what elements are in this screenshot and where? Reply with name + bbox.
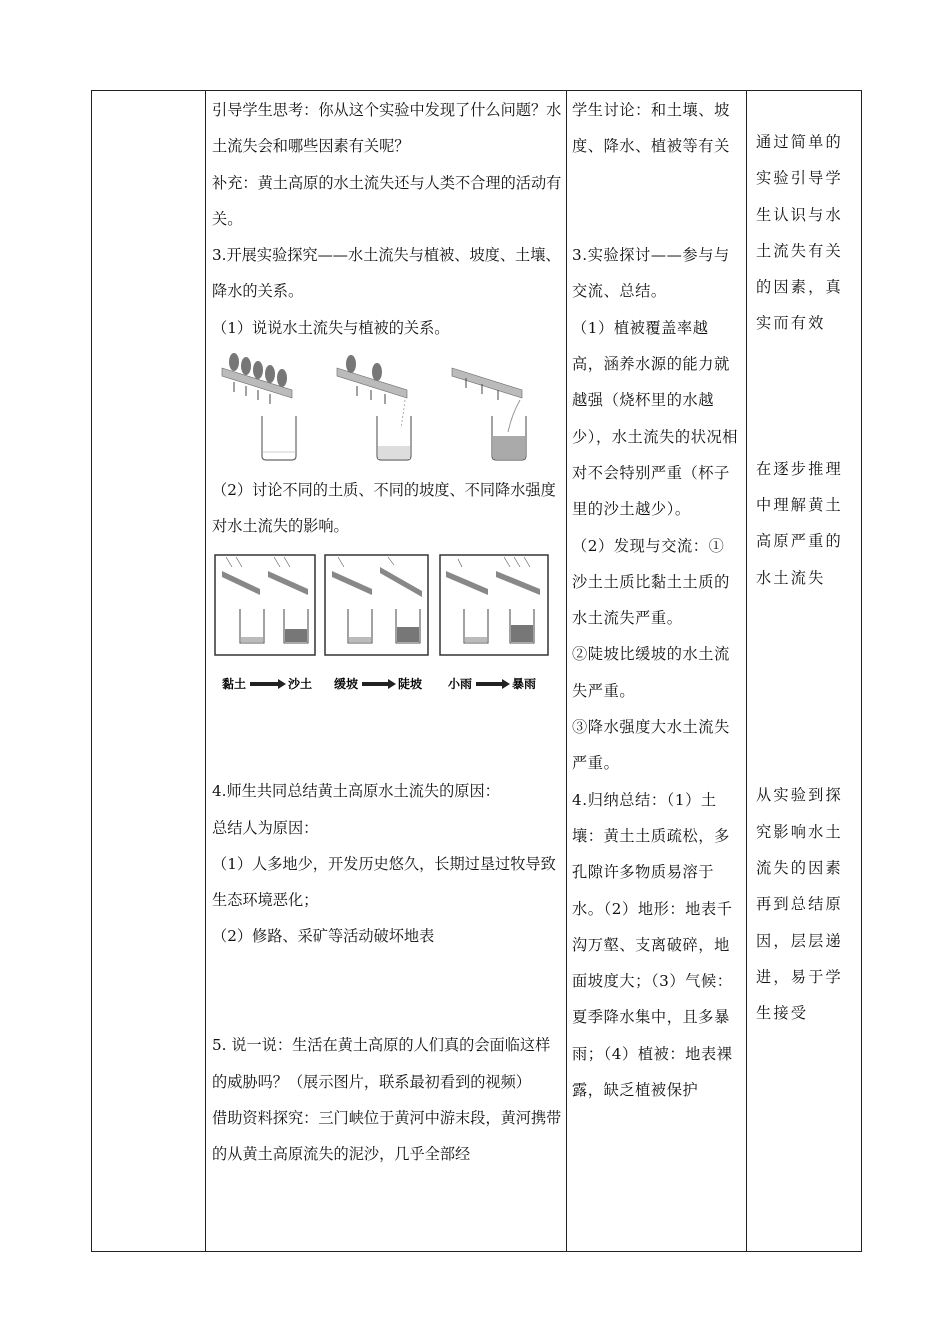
finding-vegetation: （1）植被覆盖率越高，涵养水源的能力就越强（烧杯里的水越少），水土流失的状况相对不会特别严重（杯子里的沙土越少）。: [572, 318, 739, 519]
finding-soil: （2）发现与交流：①沙土土质比黏土土质的水土流失严重。: [572, 536, 730, 628]
soil-slope-rain-experiment-figure: [212, 551, 557, 701]
table-column-divider: [566, 90, 567, 1252]
teacher-prompt: 引导学生思考：你从这个实验中发现了什么问题？水土流失会和哪些因素有关呢？: [212, 101, 562, 156]
label-light-rain: 小雨: [448, 676, 473, 691]
design-intent-cell: [756, 124, 856, 1031]
intent-1: 通过简单的实验引导学生认识与水土流失有关的因素，真实而有效: [756, 133, 843, 333]
arrow-right-icon: [362, 679, 396, 689]
discussion-prompt: 5. 说一说：生活在黄土高原的人们真的会面临这样的威胁吗？（展示图片，联系最初看到的视频）: [212, 1036, 551, 1091]
finding-slope: ②陡坡比缓坡的水土流失严重。: [572, 645, 730, 700]
material-inquiry: 借助资料探究：三门峡位于黄河中游末段，黄河携带的从黄土高原流失的泥沙，几乎全部经: [212, 1108, 562, 1164]
question-soil-slope-rain: （2）讨论不同的土质、不同的坡度、不同降水强度对水土流失的影响。: [212, 481, 556, 536]
natural-causes-summary: 4.归纳总结：（1）土壤：黄土土质疏松，多孔隙许多物质易溶于水。（2）地形：地表千沟万壑、支离破碎，地面坡度大；（3）气候：夏季降水集中，且多暴雨；（4）植被：地表裸露，缺乏植被保护: [572, 790, 733, 1100]
table-column-divider: [746, 90, 747, 1252]
experiment-intro: 3.开展实验探究——水土流失与植被、坡度、土壤、降水的关系。: [212, 246, 561, 301]
label-sand: 沙土: [288, 676, 313, 691]
label-gentle-slope: 缓坡: [334, 676, 359, 691]
arrow-right-icon: [250, 679, 286, 689]
question-vegetation: （1）说说水土流失与植被的关系。: [212, 318, 450, 337]
label-heavy-rain: 暴雨: [512, 676, 537, 691]
student-discussion: 学生讨论：和土壤、坡度、降水、植被等有关: [572, 101, 730, 156]
teacher-supplement: 补充：黄土高原的水土流失还与人类不合理的活动有关。: [212, 173, 562, 228]
intent-2: 在逐步推理中理解黄土高原严重的水土流失: [756, 459, 843, 587]
label-clay: 黏土: [222, 676, 247, 691]
student-activity-cell: [572, 92, 740, 1108]
finding-rain: ③降水强度大水土流失严重。: [572, 718, 730, 773]
teacher-activity-cell: [212, 92, 562, 1173]
experiment-discussion: 3.实验探讨——参与与交流、总结。: [572, 246, 730, 301]
intent-3: 从实验到探究影响水土流失的因素再到总结原因，层层递进，易于学生接受: [756, 786, 843, 1023]
human-causes-title: 总结人为原因：: [212, 818, 319, 837]
human-cause-2: （2）修路、采矿等活动破坏地表: [212, 927, 435, 946]
table-column-divider: [205, 90, 206, 1252]
human-cause-1: （1）人多地少，开发历史悠久，长期过垦过牧导致生态环境恶化；: [212, 854, 556, 910]
vegetation-experiment-figure: [212, 348, 542, 466]
arrow-right-icon: [476, 679, 510, 689]
summary-title: 4.师生共同总结黄土高原水土流失的原因：: [212, 782, 500, 801]
label-steep-slope: 陡坡: [398, 676, 423, 691]
